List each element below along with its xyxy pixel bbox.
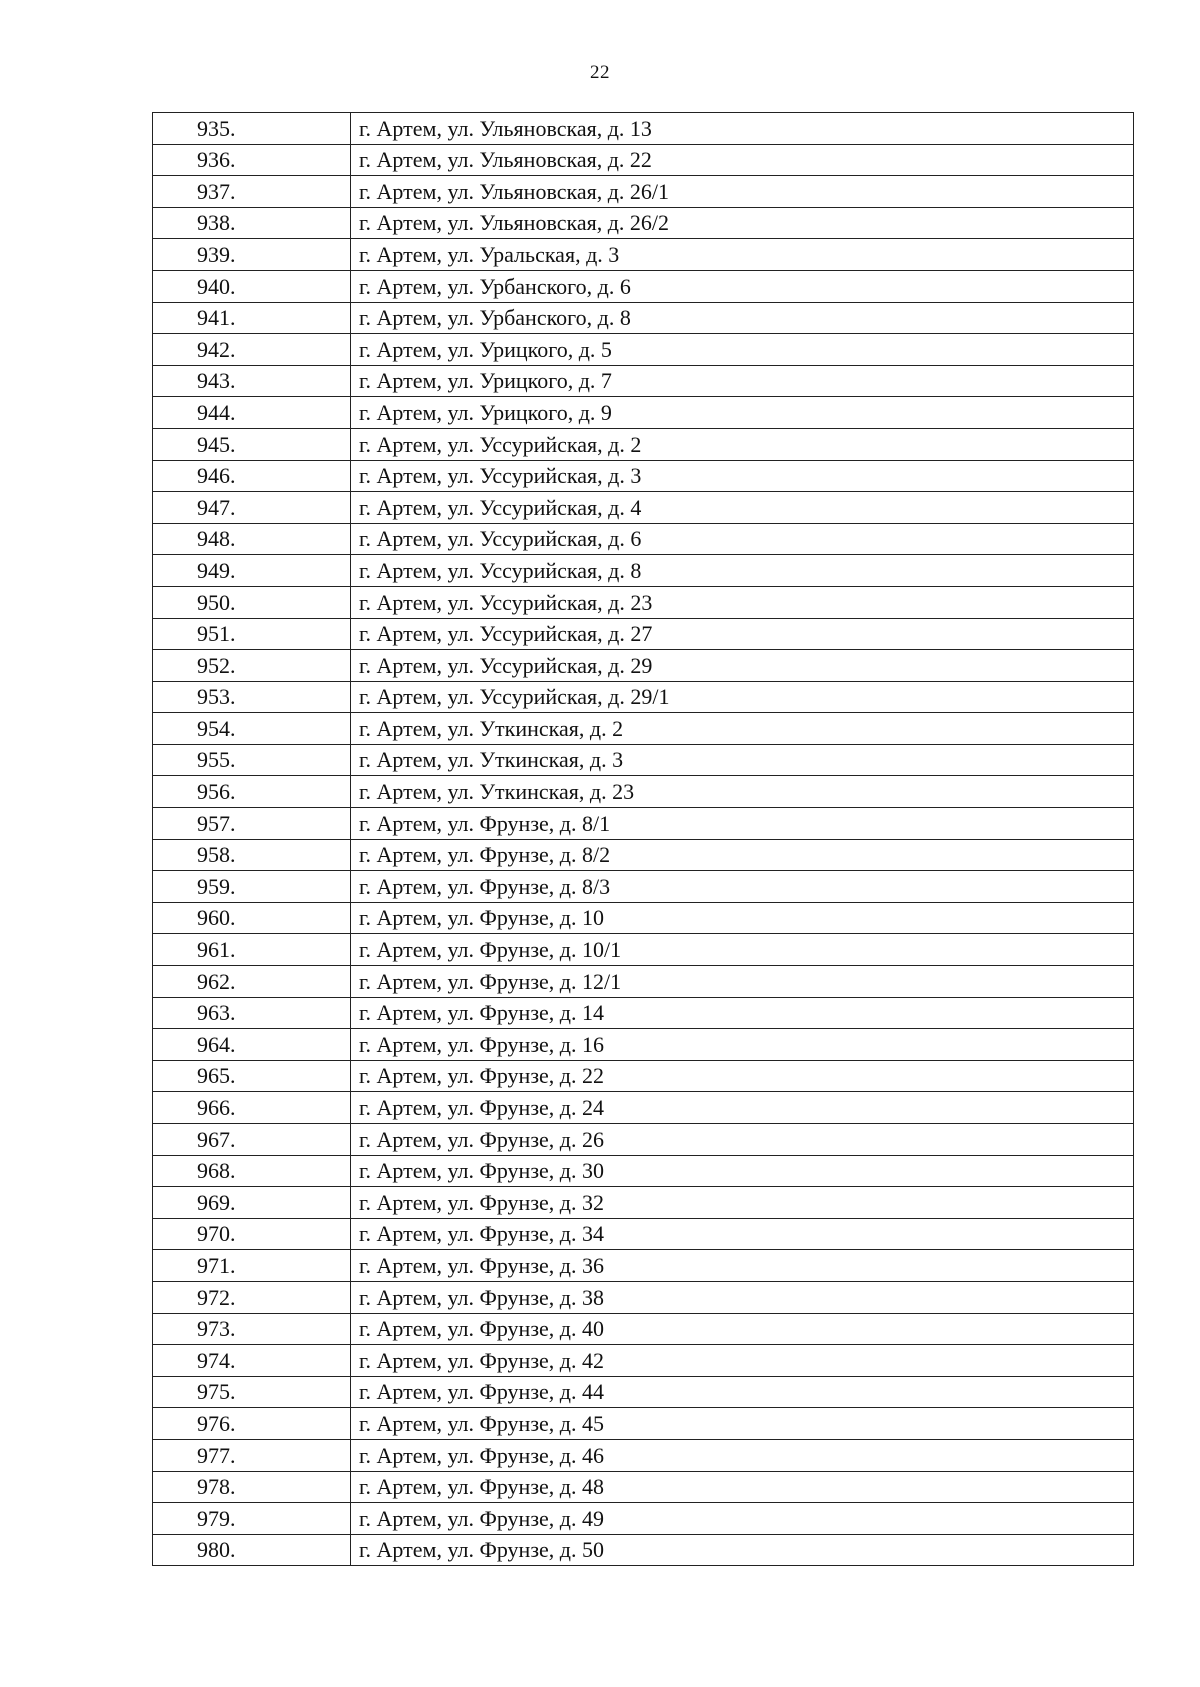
table-row <box>153 1124 1134 1156</box>
row-number-cell: 962. <box>153 966 351 998</box>
row-number-cell: 957. <box>153 808 351 840</box>
address-cell: г. Артем, ул. Ульяновская, д. 26/2 <box>351 207 1134 239</box>
address-cell: г. Артем, ул. Ульяновская, д. 22 <box>351 144 1134 176</box>
address-cell: г. Артем, ул. Урицкого, д. 5 <box>351 334 1134 366</box>
address-cell: г. Артем, ул. Фрунзе, д. 16 <box>351 1029 1134 1061</box>
row-number-cell: 963. <box>153 997 351 1029</box>
table-row <box>153 808 1134 840</box>
table-row <box>153 1313 1134 1345</box>
row-number-cell: 939. <box>153 239 351 271</box>
address-cell: г. Артем, ул. Урбанского, д. 6 <box>351 270 1134 302</box>
address-cell: г. Артем, ул. Фрунзе, д. 10/1 <box>351 934 1134 966</box>
row-number-cell: 955. <box>153 744 351 776</box>
address-cell: г. Артем, ул. Фрунзе, д. 8/2 <box>351 839 1134 871</box>
row-number-cell: 959. <box>153 871 351 903</box>
row-number-cell: 945. <box>153 428 351 460</box>
row-number-cell: 976. <box>153 1408 351 1440</box>
row-number-cell: 947. <box>153 492 351 524</box>
address-cell: г. Артем, ул. Ульяновская, д. 26/1 <box>351 176 1134 208</box>
row-number-cell: 971. <box>153 1250 351 1282</box>
table-row <box>153 776 1134 808</box>
table-row <box>153 902 1134 934</box>
row-number-cell: 966. <box>153 1092 351 1124</box>
row-number-cell: 943. <box>153 365 351 397</box>
address-cell: г. Артем, ул. Уссурийская, д. 2 <box>351 428 1134 460</box>
table-row <box>153 492 1134 524</box>
table-row <box>153 1060 1134 1092</box>
row-number-cell: 961. <box>153 934 351 966</box>
address-cell: г. Артем, ул. Уссурийская, д. 3 <box>351 460 1134 492</box>
row-number-cell: 951. <box>153 618 351 650</box>
table-row <box>153 1281 1134 1313</box>
address-cell: г. Артем, ул. Фрунзе, д. 24 <box>351 1092 1134 1124</box>
table-row <box>153 397 1134 429</box>
row-number-cell: 964. <box>153 1029 351 1061</box>
address-cell: г. Артем, ул. Уткинская, д. 2 <box>351 713 1134 745</box>
table-row <box>153 1345 1134 1377</box>
table-row <box>153 207 1134 239</box>
row-number-cell: 940. <box>153 270 351 302</box>
address-table <box>152 112 1134 1566</box>
row-number-cell: 972. <box>153 1281 351 1313</box>
page-number: 22 <box>590 62 610 83</box>
table-row <box>153 681 1134 713</box>
address-cell: г. Артем, ул. Уткинская, д. 23 <box>351 776 1134 808</box>
row-number-cell: 978. <box>153 1471 351 1503</box>
table-row <box>153 1534 1134 1566</box>
address-cell: г. Артем, ул. Уссурийская, д. 29/1 <box>351 681 1134 713</box>
row-number-cell: 952. <box>153 650 351 682</box>
table-row <box>153 523 1134 555</box>
table-row <box>153 1250 1134 1282</box>
table-row <box>153 839 1134 871</box>
address-cell: г. Артем, ул. Фрунзе, д. 46 <box>351 1439 1134 1471</box>
row-number-cell: 974. <box>153 1345 351 1377</box>
table-row <box>153 1471 1134 1503</box>
table-row <box>153 713 1134 745</box>
address-cell: г. Артем, ул. Уссурийская, д. 29 <box>351 650 1134 682</box>
table-row <box>153 176 1134 208</box>
row-number-cell: 954. <box>153 713 351 745</box>
address-cell: г. Артем, ул. Урицкого, д. 9 <box>351 397 1134 429</box>
table-row <box>153 460 1134 492</box>
table-row <box>153 618 1134 650</box>
address-cell: г. Артем, ул. Фрунзе, д. 8/1 <box>351 808 1134 840</box>
address-cell: г. Артем, ул. Фрунзе, д. 10 <box>351 902 1134 934</box>
row-number-cell: 946. <box>153 460 351 492</box>
row-number-cell: 956. <box>153 776 351 808</box>
table-row <box>153 650 1134 682</box>
address-cell: г. Артем, ул. Фрунзе, д. 12/1 <box>351 966 1134 998</box>
address-cell: г. Артем, ул. Фрунзе, д. 8/3 <box>351 871 1134 903</box>
address-cell: г. Артем, ул. Уссурийская, д. 4 <box>351 492 1134 524</box>
table-row <box>153 1155 1134 1187</box>
row-number-cell: 948. <box>153 523 351 555</box>
row-number-cell: 937. <box>153 176 351 208</box>
row-number-cell: 965. <box>153 1060 351 1092</box>
address-cell: г. Артем, ул. Фрунзе, д. 44 <box>351 1376 1134 1408</box>
address-cell: г. Артем, ул. Фрунзе, д. 22 <box>351 1060 1134 1092</box>
address-cell: г. Артем, ул. Урбанского, д. 8 <box>351 302 1134 334</box>
address-cell: г. Артем, ул. Уссурийская, д. 27 <box>351 618 1134 650</box>
table-row <box>153 113 1134 145</box>
address-cell: г. Артем, ул. Фрунзе, д. 36 <box>351 1250 1134 1282</box>
row-number-cell: 980. <box>153 1534 351 1566</box>
table-row <box>153 871 1134 903</box>
row-number-cell: 958. <box>153 839 351 871</box>
table-row <box>153 1092 1134 1124</box>
row-number-cell: 975. <box>153 1376 351 1408</box>
address-cell: г. Артем, ул. Фрунзе, д. 50 <box>351 1534 1134 1566</box>
address-cell: г. Артем, ул. Фрунзе, д. 38 <box>351 1281 1134 1313</box>
address-cell: г. Артем, ул. Фрунзе, д. 42 <box>351 1345 1134 1377</box>
table-row <box>153 586 1134 618</box>
table-row <box>153 1439 1134 1471</box>
address-cell: г. Артем, ул. Фрунзе, д. 14 <box>351 997 1134 1029</box>
row-number-cell: 977. <box>153 1439 351 1471</box>
table-row <box>153 302 1134 334</box>
row-number-cell: 935. <box>153 113 351 145</box>
address-cell: г. Артем, ул. Фрунзе, д. 30 <box>351 1155 1134 1187</box>
table-row <box>153 270 1134 302</box>
address-cell: г. Артем, ул. Фрунзе, д. 45 <box>351 1408 1134 1440</box>
table-row <box>153 934 1134 966</box>
table-row <box>153 1503 1134 1535</box>
row-number-cell: 970. <box>153 1218 351 1250</box>
address-cell: г. Артем, ул. Фрунзе, д. 49 <box>351 1503 1134 1535</box>
row-number-cell: 941. <box>153 302 351 334</box>
row-number-cell: 979. <box>153 1503 351 1535</box>
address-cell: г. Артем, ул. Уссурийская, д. 6 <box>351 523 1134 555</box>
table-row <box>153 334 1134 366</box>
address-cell: г. Артем, ул. Урицкого, д. 7 <box>351 365 1134 397</box>
row-number-cell: 944. <box>153 397 351 429</box>
row-number-cell: 950. <box>153 586 351 618</box>
address-cell: г. Артем, ул. Фрунзе, д. 34 <box>351 1218 1134 1250</box>
address-cell: г. Артем, ул. Уральская, д. 3 <box>351 239 1134 271</box>
table-row <box>153 365 1134 397</box>
address-table-body <box>153 113 1134 1566</box>
address-cell: г. Артем, ул. Уссурийская, д. 8 <box>351 555 1134 587</box>
row-number-cell: 942. <box>153 334 351 366</box>
address-cell: г. Артем, ул. Уткинская, д. 3 <box>351 744 1134 776</box>
row-number-cell: 936. <box>153 144 351 176</box>
address-cell: г. Артем, ул. Фрунзе, д. 32 <box>351 1187 1134 1219</box>
table-row <box>153 144 1134 176</box>
table-row <box>153 428 1134 460</box>
table-row <box>153 1029 1134 1061</box>
table-row <box>153 997 1134 1029</box>
address-cell: г. Артем, ул. Уссурийская, д. 23 <box>351 586 1134 618</box>
table-row <box>153 744 1134 776</box>
table-row <box>153 1218 1134 1250</box>
table-row <box>153 555 1134 587</box>
table-row <box>153 239 1134 271</box>
address-cell: г. Артем, ул. Ульяновская, д. 13 <box>351 113 1134 145</box>
address-cell: г. Артем, ул. Фрунзе, д. 48 <box>351 1471 1134 1503</box>
row-number-cell: 949. <box>153 555 351 587</box>
row-number-cell: 953. <box>153 681 351 713</box>
row-number-cell: 969. <box>153 1187 351 1219</box>
row-number-cell: 973. <box>153 1313 351 1345</box>
table-row <box>153 1408 1134 1440</box>
row-number-cell: 960. <box>153 902 351 934</box>
address-cell: г. Артем, ул. Фрунзе, д. 26 <box>351 1124 1134 1156</box>
table-row <box>153 966 1134 998</box>
row-number-cell: 938. <box>153 207 351 239</box>
table-row <box>153 1187 1134 1219</box>
address-cell: г. Артем, ул. Фрунзе, д. 40 <box>351 1313 1134 1345</box>
table-row <box>153 1376 1134 1408</box>
row-number-cell: 967. <box>153 1124 351 1156</box>
row-number-cell: 968. <box>153 1155 351 1187</box>
